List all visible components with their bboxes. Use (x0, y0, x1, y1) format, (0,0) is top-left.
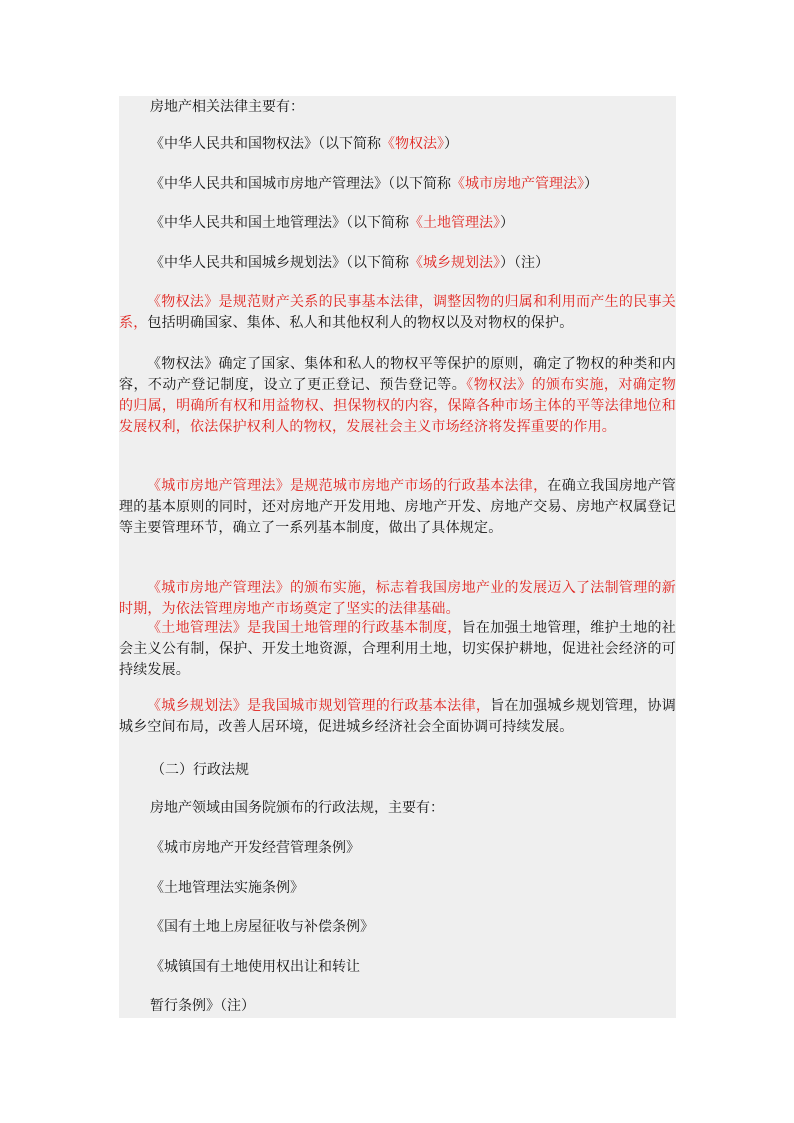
law-item-property-law (150, 134, 458, 155)
law-abbrev-open: （以下简称 (346, 255, 409, 271)
body-text: 包括明确国家、集体、私人和其他权利人的物权以及对物权的保护。 (147, 315, 574, 331)
highlighted-text: 《城市房地产管理法》的颁布实施，标志着我国房地产业的发展迈入了法制管理的新时期，为依法管理房地产市场奠定了坚实的法律基础。 (119, 580, 676, 617)
paragraph-urban-real-estate-law (119, 476, 676, 539)
regulations-intro: 房地产领域由国务院颁布的行政法规，主要有： (150, 800, 444, 816)
paragraph-land-law (119, 618, 676, 681)
regulation-note: （注） (220, 998, 255, 1014)
regulation-cont-text: 暂行条例》 (150, 998, 220, 1014)
law-short-name: 《物权法》 (381, 136, 444, 152)
section-heading: （二）行政法规 (151, 762, 249, 778)
law-short-name: 《城乡规划法》 (409, 255, 500, 271)
highlighted-text: 《物权法》的颁布实施，对确定物的归属，明确所有权和用益物权、担保物权的内容，保障各种市场主体的平等法律地位和发展权利，依法保护权利人的物权，发展社会主义市场经济将发挥重要的作用。 (119, 377, 676, 435)
body-text: 旨在加强土地管理，维护土地的社会主义公有制，保护、开发土地资源，合理利用土地，切实保护耕地，促进社会经济的可持续发展。 (119, 620, 677, 678)
law-abbrev-open: （以下简称 (318, 136, 381, 152)
law-short-name: 《城市房地产管理法》 (451, 176, 584, 192)
law-item-urban-real-estate-law (150, 174, 598, 195)
body-text: 旨在加强城乡规划管理，协调城乡空间布局，改善人居环境，促进城乡经济社会全面协调可持续发展。 (119, 698, 676, 735)
paragraph-property-law-detail (119, 354, 676, 438)
paragraph-property-law (119, 292, 676, 334)
law-abbrev-close: ） (444, 136, 458, 152)
highlighted-text: 《城市房地产管理法》是规范城市房地产市场的行政基本法律， (147, 478, 548, 494)
regulation-item: 《国有土地上房屋征收与补偿条例》 (150, 919, 374, 935)
body-text: 《物权法》确定了国家、集体和私人的物权平等保护的原则，确定了物权的种类和内容，不动产登记制度，设立了更正登记、预告登记等。 (119, 356, 676, 393)
law-full-name: 《中华人民共和国城乡规划法》 (150, 255, 346, 271)
paragraph-urban-law-significance (119, 578, 676, 620)
highlighted-text: 《物权法》是规范财产关系的民事基本法律，调整因物的归属和利用而产生的民事关系， (119, 294, 676, 331)
regulation-item: 《城市房地产开发经营管理条例》 (150, 840, 360, 856)
law-abbrev-open: （以下简称 (346, 215, 409, 231)
law-note: （注） (514, 255, 549, 271)
law-item-planning-law (150, 253, 549, 274)
body-text: 在确立我国房地产管理的基本原则的同时，还对房地产开发用地、房地产开发、房地产交易、房地产权属登记等主要管理环节，确立了一系列基本制度，做出了具体规定。 (119, 478, 676, 536)
regulation-item: 《城镇国有土地使用权出让和转让 (150, 959, 360, 975)
intro-line: 房地产相关法律主要有： (150, 99, 304, 115)
law-abbrev-open: （以下简称 (388, 176, 451, 192)
highlighted-text: 《土地管理法》是我国土地管理的行政基本制度， (147, 620, 462, 636)
law-abbrev-close: ） (584, 176, 598, 192)
document-panel (119, 96, 676, 1018)
regulation-item: 《土地管理法实施条例》 (150, 880, 304, 896)
law-full-name: 《中华人民共和国物权法》 (150, 136, 318, 152)
law-abbrev-close: ） (500, 255, 514, 271)
regulation-item-continued (150, 996, 255, 1017)
law-full-name: 《中华人民共和国城市房地产管理法》 (150, 176, 388, 192)
paragraph-planning-law (119, 696, 676, 738)
highlighted-text: 《城乡规划法》是我国城市规划管理的行政基本法律， (147, 698, 491, 714)
law-abbrev-close: ） (500, 215, 514, 231)
law-full-name: 《中华人民共和国土地管理法》 (150, 215, 346, 231)
law-item-land-law (150, 213, 514, 234)
law-short-name: 《土地管理法》 (409, 215, 500, 231)
